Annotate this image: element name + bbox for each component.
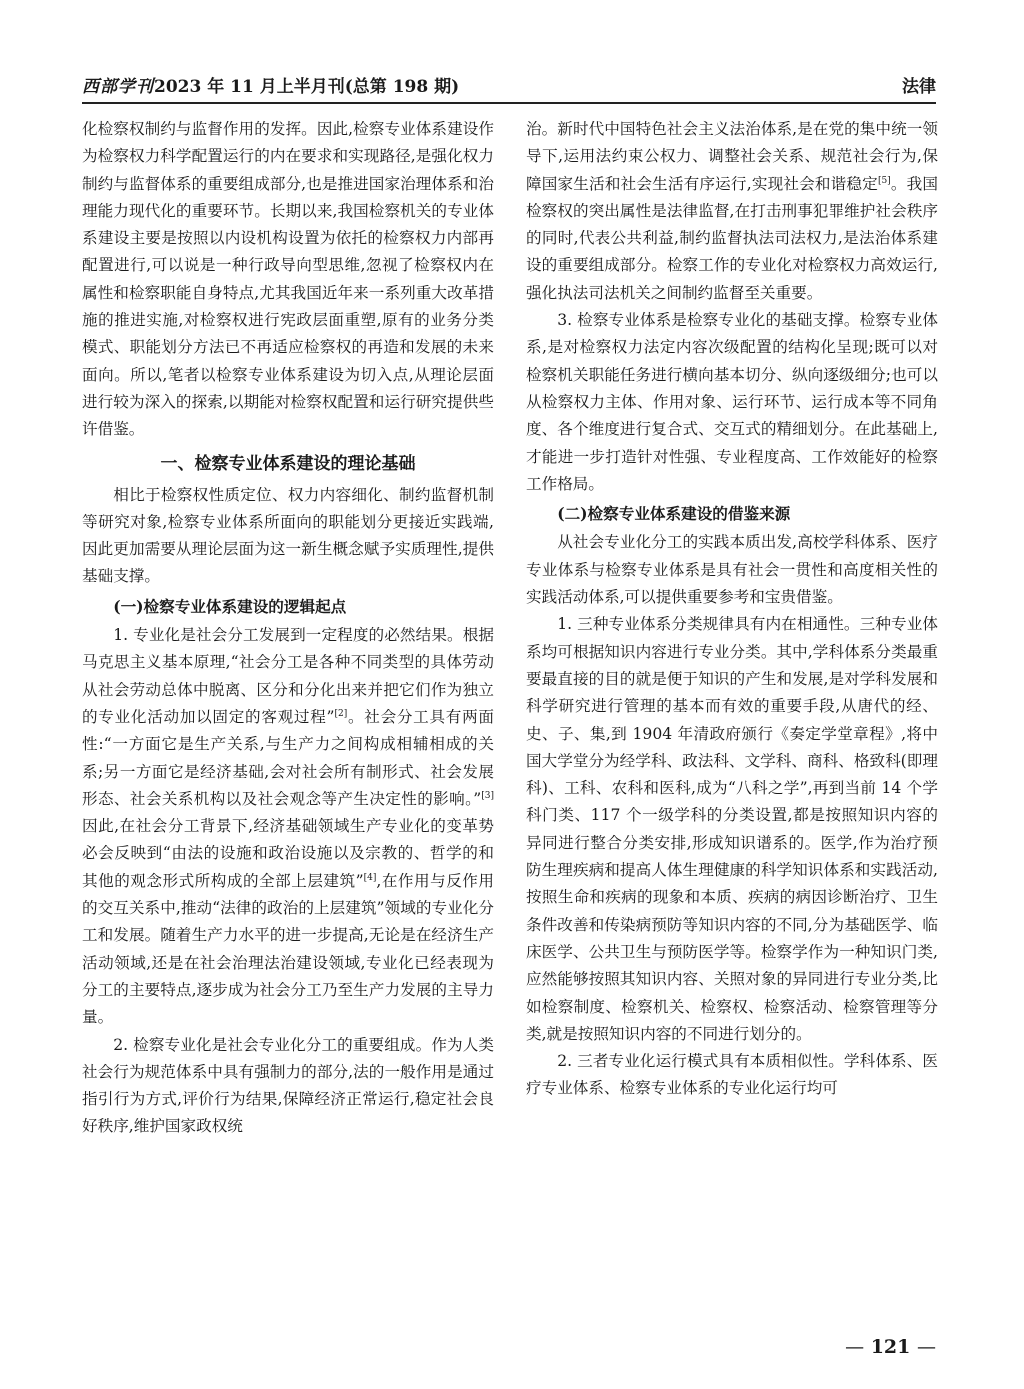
paragraph xyxy=(82,622,494,1031)
citation-ref: [5] xyxy=(877,175,891,186)
paragraph: 相比于检察权性质定位、权力内容细化、制约监督机制等研究对象,检察专业体系所面向的职能划分更接近实践端,因此更加需要从理论层面为这一新生概念赋予实质理性,提供基础支撑。 xyxy=(82,485,494,586)
subsection-heading: (一)检察专业体系建设的逻辑起点 xyxy=(113,596,347,616)
subsection-heading: (二)检察专业体系建设的借鉴来源 xyxy=(557,504,791,524)
citation-ref: [3] xyxy=(481,790,494,801)
text-run: 。我国检察权的突出属性是法律监督,在打击刑事犯罪维护社会秩序的同时,代表公共利益,制约监督执法司法权力,是法治体系建设的重要组成部分。检察工作的专业化对检察权力高效运行,强化执法司法机关之间制约监督至关重要。 xyxy=(526,174,938,302)
paragraph: 2. 检察专业化是社会专业化分工的重要组成。作为人类社会行为规范体系中具有强制力的部分,法的一般作用是通过指引行为方式,评价行为结果,保障经济正常运行,稳定社会良好秩序,维护国家政权统 xyxy=(82,1035,494,1136)
page-number xyxy=(845,1336,936,1358)
citation-ref: [4] xyxy=(363,872,377,883)
section-heading: 一、检察专业体系建设的理论基础 xyxy=(160,453,416,474)
text-run: 1. 专业化是社会分工发展到一定程度的必然结果。根据马克思主义基本原理,“社会分工是各种不同类型的具体劳动从社会劳动总体中脱离、区分和分化出来并把它们作为独立的专业化活动加以固定的客观过程” xyxy=(82,626,494,726)
dash-right: — xyxy=(917,1336,936,1358)
running-header xyxy=(82,66,936,104)
text-run: 治。新时代中国特色社会主义法治体系,是在党的集中统一领导下,运用法约束公权力、调整社会关系、规范社会行为,保障国家生活和社会生活有序运行,实现社会和谐稳定 xyxy=(526,120,938,193)
paragraph xyxy=(526,116,938,307)
right-column xyxy=(526,116,938,1103)
text-run: ,在作用与反作用的交互关系中,推动“法律的政治的上层建筑”领域的专业化分工和发展。随着生产力水平的进一步提高,无论是在经济生产活动领域,还是在社会治理法治建设领域,专业化已经表现为分工的主要特点,逐步成为社会分工乃至生产力发展的主导力量。 xyxy=(82,871,494,1027)
paragraph: 3. 检察专业体系是检察专业化的基础支撑。检察专业体系,是对检察权力法定内容次级配置的结构化呈现;既可以对检察机关职能任务进行横向基本切分、纵向逐级细分;也可以从检察权力主体、作用对象、运行环节、运行成本等不同角度、各个维度进行复合式、交互式的精细划分。在此基础上,才能进一步打造针对性强、专业程度高、工作效能好的检察工作格局。 xyxy=(526,311,938,493)
paragraph: 化检察权制约与监督作用的发挥。因此,检察专业体系建设作为检察权力科学配置运行的内在要求和实现路径,是强化权力制约与监督体系的重要组成部分,也是推进国家治理体系和治理能力现代化的重要环节。长期以来,我国检察机关的专业体系建设主要是按照以内设机构设置为依托的检察权力内部再配置进行,可以说是一种行政导向型思维,忽视了检察权内在属性和检察职能自身特点,尤其我国近年来一系列重大改革措施的推进实施,对检察权进行宪政层面重塑,原有的业务分类模式、职能划分方法已不再适应检察权的再造和发展的未来面向。所以,笔者以检察专业体系建设为切入点,从理论层面进行较为深入的探索,以期能对检察权配置和运行研究提供些许借鉴。 xyxy=(82,120,494,439)
citation-ref: [2] xyxy=(334,708,348,719)
journal-logo: 西部学刊 xyxy=(82,77,154,97)
section-label: 法律 xyxy=(902,77,936,97)
journal-issue-line xyxy=(82,72,459,97)
left-column xyxy=(82,116,494,1141)
issue-label: 2023 年 11 月上半月刊(总第 198 期) xyxy=(154,77,460,97)
text-run: 因此,在社会分工背景下,经济基础领域生产专业化的变革势必会反映到“由法的设施和政治设施以及宗教的、哲学的和其他的观念形式所构成的全部上层建筑” xyxy=(82,817,494,890)
paragraph: 从社会专业化分工的实践本质出发,高校学科体系、医疗专业体系与检察专业体系是具有社会一贯性和高度相关性的实践活动体系,可以提供重要参考和宝贵借鉴。 xyxy=(526,533,938,607)
paragraph: 2. 三者专业化运行模式具有本质相似性。学科体系、医疗专业体系、检察专业体系的专业化运行均可 xyxy=(526,1052,938,1098)
page-number-value: 121 xyxy=(870,1336,911,1358)
dash-left: — xyxy=(845,1336,865,1358)
paragraph: 1. 三种专业体系分类规律具有内在相通性。三种专业体系均可根据知识内容进行专业分类。其中,学科体系分类最重要最直接的目的就是便于知识的产生和发展,是对学科发展和科学研究进行管理的基本而有效的重要手段,从唐代的经、史、子、集,到 1904 年清政府颁行《奏定学堂章程》,将中国大学堂分为经学科、政法科、文学科、商科、格致科(即理科)、工科、农科和医科,成为“八科之学”,再到当前 14 个学科门类、117 个一级学科的分类设置,都是按照知识内容的异同进行整合分类安排,形成知识谱系的。医学,作为治疗预防生理疾病和提高人体生理健康的科学知识体系和实践活动,按照生命和疾病的现象和本质、疾病的病因诊断治疗、卫生条件改善和传染病预防等知识内容的不同,分为基础医学、临床医学、公共卫生与预防医学等。检察学作为一种知识门类,应然能够按照其知识内容、关照对象的异同进行专业分类,比如检察制度、检察机关、检察权、检察活动、检察管理等分类,就是按照知识内容的不同进行划分的。 xyxy=(526,615,938,1043)
text-run: 。社会分工具有两面性:“一方面它是生产关系,与生产力之间构成相辅相成的关系;另一方面它是经济基础,会对社会所有制形式、社会发展形态、社会关系机构以及社会观念等产生决定性的影响。” xyxy=(82,707,494,808)
